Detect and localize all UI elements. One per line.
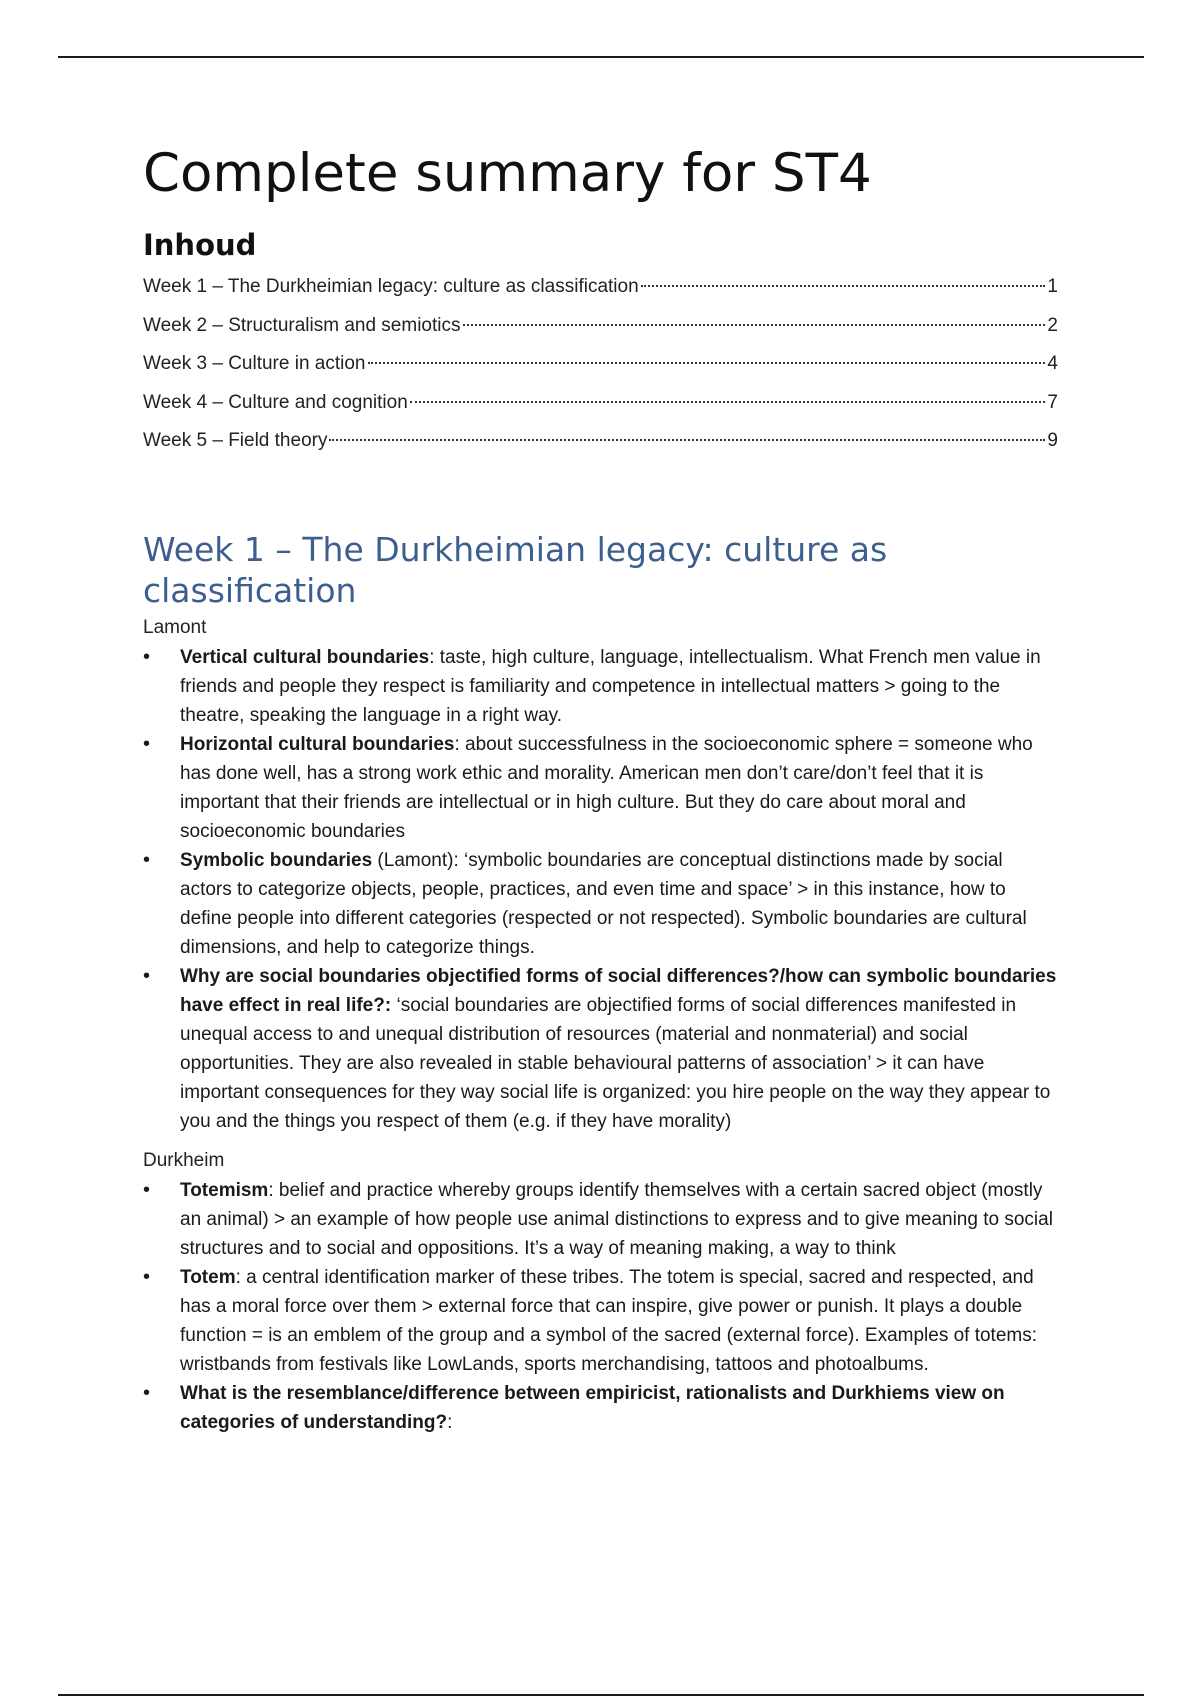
list-item [143, 643, 1058, 730]
bullet-term: Totem [180, 1266, 236, 1288]
toc-entry-title: Week 5 – Field theory [143, 430, 328, 451]
bullet-text: : a central identification marker of these tribes. The totem is special, sacred and respected, and has a moral force over them > external force that can inspire, give power or punish. It plays a double function = is an emblem of the group and a symbol of the sacred (external force). Examples of totems: wristbands from festivals like LowLands, sports merchandising, tattoos and photoalbums. [180, 1266, 1038, 1375]
bullet-text: (Lamont): ‘symbolic boundaries are conceptual distinctions made by social actors to categorize objects, people, practices, and even time and space’ > in this instance, how to define people into different categories (respected or not respected). Symbolic boundaries are cultural dimensions, and help to categorize things. [180, 849, 1027, 958]
list-item [143, 1263, 1058, 1379]
toc-entry-title: Week 2 – Structuralism and semiotics [143, 314, 461, 336]
bullet-term: Horizontal cultural boundaries [180, 733, 455, 755]
lamont-bullet-list [143, 643, 1058, 1136]
list-item [143, 730, 1058, 846]
toc-entry-title: Week 3 – Culture in action [143, 353, 366, 374]
bullet-term: Totemism [180, 1179, 269, 1201]
toc-entry-week-2[interactable] [143, 315, 1058, 354]
list-item [143, 846, 1058, 962]
toc-leader-dots [410, 401, 1046, 403]
toc-entry-page: 1 [1047, 276, 1058, 297]
toc-entry-week-3[interactable] [143, 353, 1058, 392]
list-item [143, 1379, 1058, 1437]
section-label-durkheim: Durkheim [143, 1149, 225, 1171]
toc-leader-dots [329, 439, 1045, 441]
document-title: Complete summary for ST4 [143, 143, 872, 204]
bullet-text: : taste, high culture, language, intellectualism. What French men value in friends and people they respect is familiarity and competence in intellectual matters > going to the theatre, speaking the language in a right way. [180, 646, 1041, 726]
bullet-term: What is the resemblance/difference between empiricist, rationalists and Durkhiems view on categories of understanding? [180, 1382, 1005, 1433]
list-item [143, 1176, 1058, 1263]
toc-leader-dots [641, 285, 1046, 287]
table-of-contents [143, 276, 1058, 469]
toc-entry-page: 9 [1047, 430, 1058, 451]
toc-entry-title: Week 4 – Culture and cognition [143, 391, 408, 413]
bullet-term: Symbolic boundaries [180, 849, 373, 871]
document-page [143, 135, 1058, 1437]
section-label-lamont: Lamont [143, 616, 207, 638]
toc-heading: Inhoud [143, 228, 257, 262]
bullet-text: ‘social boundaries are objectified forms of social differences manifested in unequal access to and unequal distribution of resources (material and nonmaterial) and social opportunities. They are also revealed in stable behavioural patterns of association’ > it can have important consequences for they way social life is organized: you hire people on the way they appear to you and the things you respect of them (e.g. if they have morality) [180, 994, 1051, 1132]
bullet-text: : [447, 1411, 453, 1433]
toc-entry-week-4[interactable] [143, 392, 1058, 431]
toc-entry-page: 2 [1047, 314, 1058, 336]
toc-leader-dots [463, 324, 1046, 326]
bullet-term: Vertical cultural boundaries [180, 646, 430, 668]
bottom-rule [58, 1694, 1144, 1696]
toc-entry-page: 7 [1047, 391, 1058, 413]
toc-entry-page: 4 [1047, 353, 1058, 374]
week-1-heading: Week 1 – The Durkheimian legacy: culture as classification [143, 529, 888, 610]
toc-leader-dots [368, 362, 1046, 364]
toc-entry-week-1[interactable] [143, 276, 1058, 315]
list-item [143, 962, 1058, 1136]
toc-entry-title: Week 1 – The Durkheimian legacy: culture as classification [143, 276, 639, 297]
bullet-text: : about successfulness in the socioeconomic sphere = someone who has done well, has a strong work ethic and morality. American men don’t care/don’t feel that it is important that their friends are intellectual or in high culture. But they do care about moral and socioeconomic boundaries [180, 733, 1033, 842]
top-rule [58, 56, 1144, 58]
toc-entry-week-5[interactable] [143, 430, 1058, 469]
bullet-term: Why are social boundaries objectified forms of social differences?/how can symbolic boundaries have effect in real life?: [180, 965, 1057, 1016]
bullet-text: : belief and practice whereby groups identify themselves with a certain sacred object (mostly an animal) > an example of how people use animal distinctions to express and to give meaning to social structures and to social and oppositions. It’s a way of meaning making, a way to think [180, 1179, 1053, 1259]
durkheim-bullet-list [143, 1176, 1058, 1437]
